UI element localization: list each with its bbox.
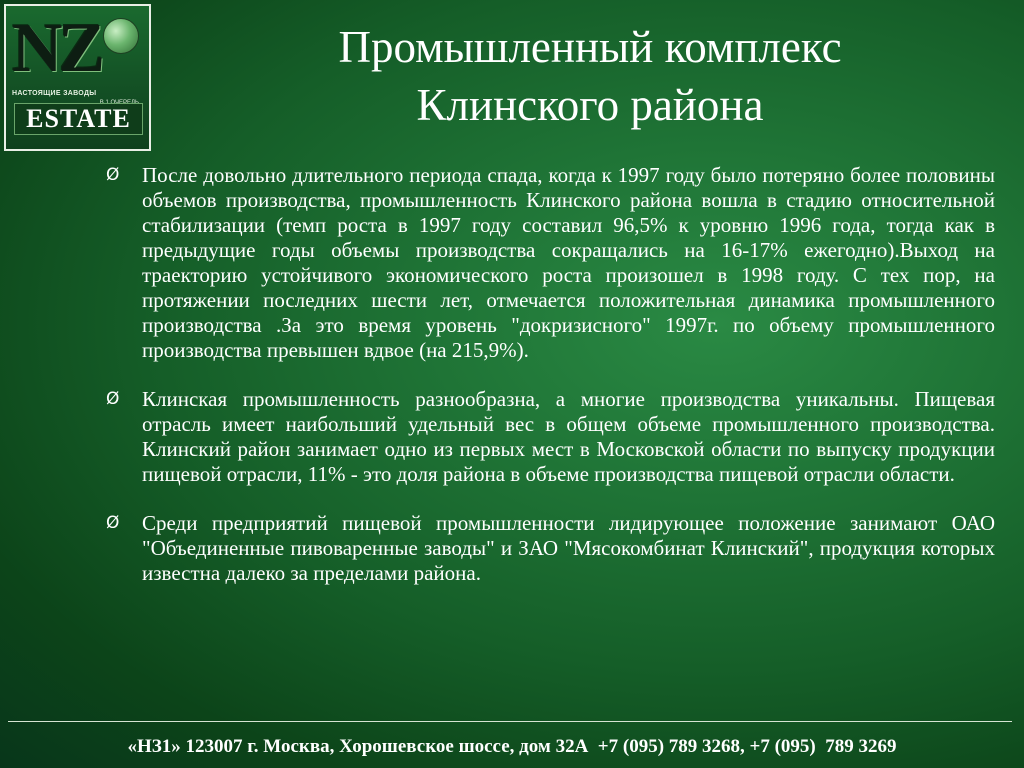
arrow-bullet-icon: Ø (106, 513, 120, 533)
bullet-item (102, 387, 995, 487)
footer-contact: «НЗ1» 123007 г. Москва, Хорошевское шоссе, дом 32А +7 (095) 789 3268, +7 (095) 789 3269 (127, 736, 897, 757)
logo-mark: NZ (12, 10, 102, 87)
slide-title (200, 18, 980, 134)
arrow-bullet-icon: Ø (106, 165, 120, 185)
logo-tagline: НАСТОЯЩИЕ ЗАВОДЫ (12, 90, 97, 97)
bullet-text: Среди предприятий пищевой промышленности лидирующее положение занимают ОАО "Объединенные пивоваренные заводы" и ЗАО "Мясокомбинат Клинский", продукция которых известна далеко за пределами района. (142, 511, 995, 585)
company-logo (4, 4, 151, 151)
logo-globe-icon (103, 18, 139, 54)
slide-title-line-2: Клинского района (416, 80, 764, 130)
bullet-item (102, 511, 995, 586)
bullet-text: После довольно длительного периода спада, когда к 1997 году было потеряно более половины объемов производства, промышленность Клинского района вошла в стадию относительной стабилизации (темп роста в 1997 году составил 96,5% к уровню 1996 года, тогда как в предыдущие годы объемы производства сокращались на 16-17% ежегодно).Выход на траекторию устойчивого экономического роста произошел в 1998 году. С тех пор, на протяжении последних шести лет, отмечается положительная динамика промышленного производства .За это время уровень "докризисного" 1997г. по объему промышленного производства превышен вдвое (на 215,9%). (142, 163, 995, 362)
bullet-item (102, 163, 995, 363)
bullet-text: Клинская промышленность разнообразна, а многие производства уникальны. Пищевая отрасль имеет наибольший удельный вес в общем объеме промышленного производства. Клинский район занимает одно из первых мест в Московской области по выпуску продукции пищевой отрасли, 11% - это доля района в объеме производства пищевой отрасли области. (142, 387, 995, 486)
arrow-bullet-icon: Ø (106, 389, 120, 409)
slide-title-line-1: Промышленный комплекс (338, 22, 842, 72)
logo-wordmark: ESTATE (14, 103, 143, 135)
footer-divider (8, 721, 1012, 722)
bullet-list (102, 163, 995, 586)
